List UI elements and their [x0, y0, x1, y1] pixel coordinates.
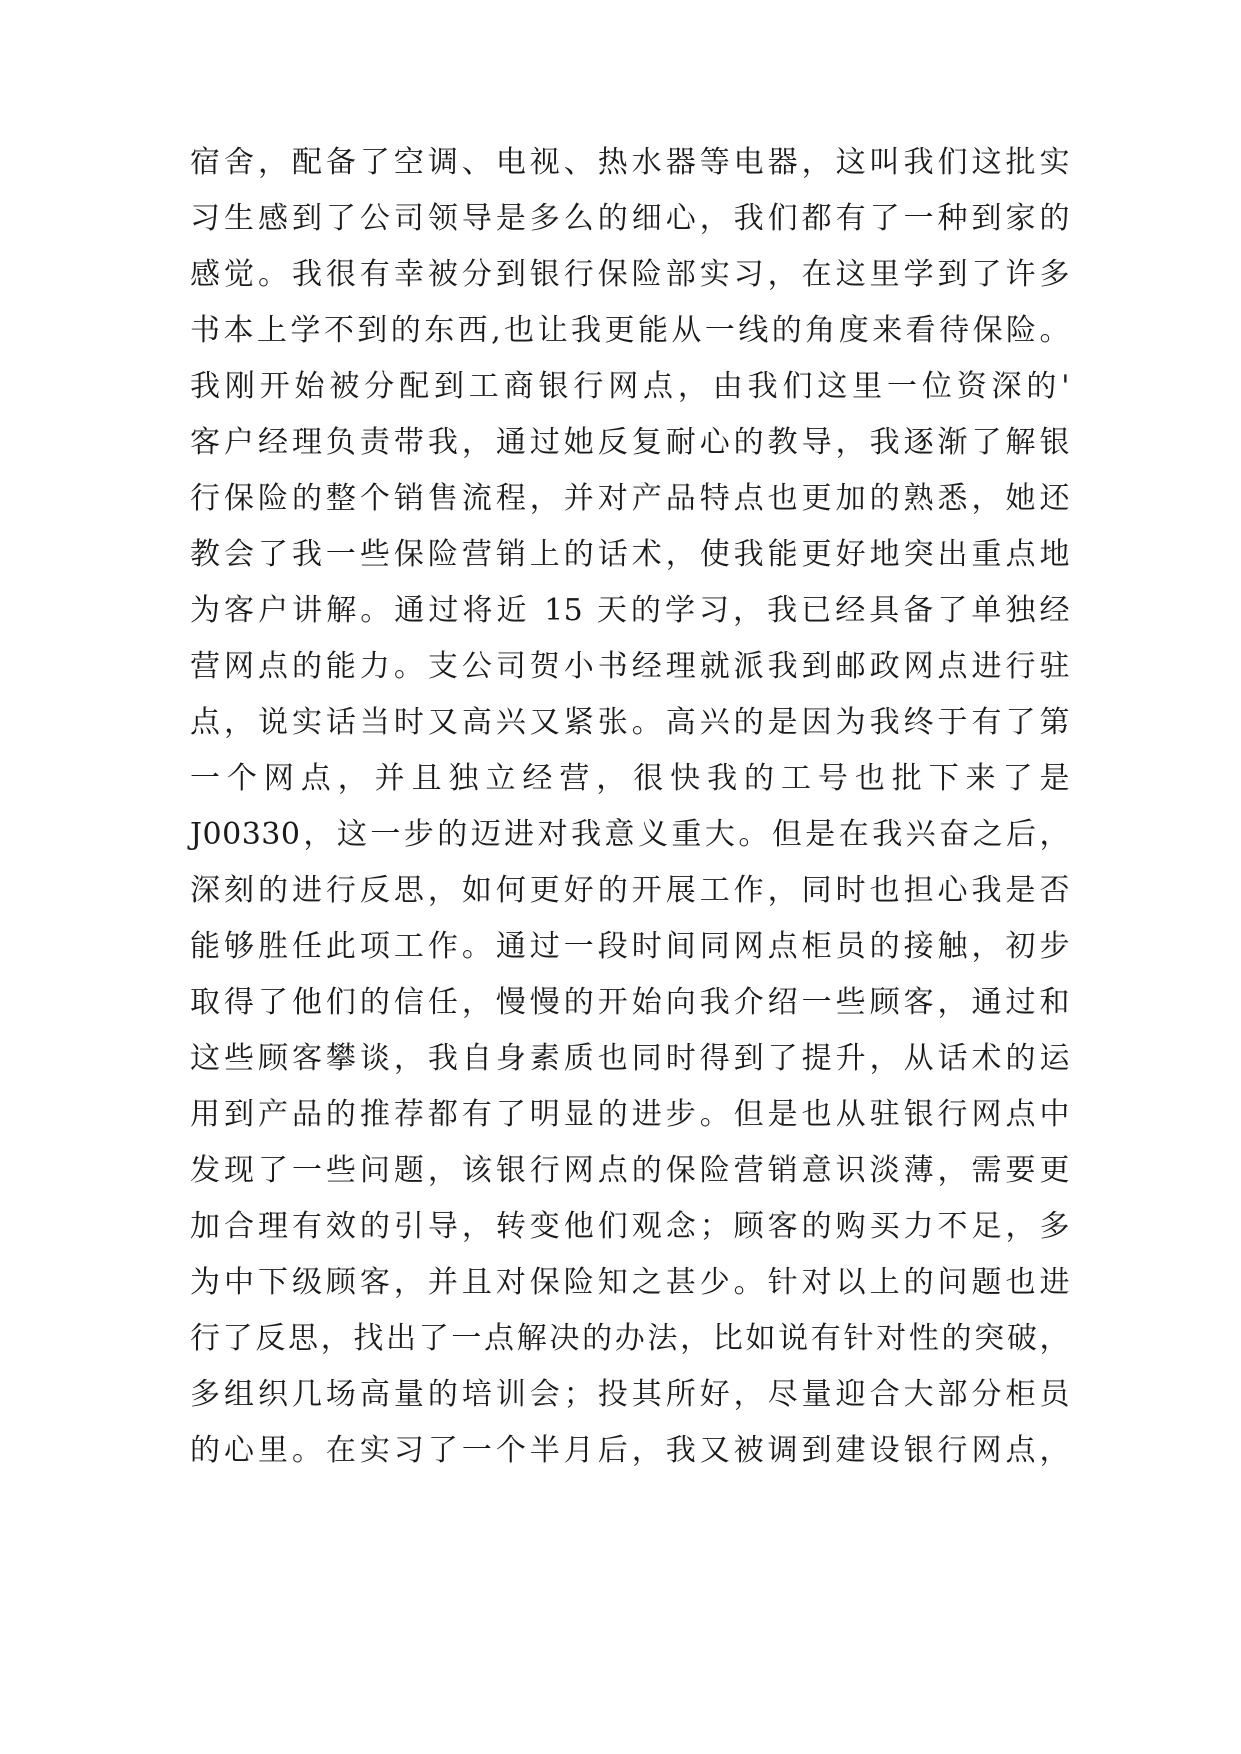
text-line-16: 取得了他们的信任，慢慢的开始向我介绍一些顾客，通过和	[190, 985, 1070, 1020]
text-line-3: 感觉。我很有幸被分到银行保险部实习，在这里学到了许多	[190, 257, 1070, 292]
text-line-18: 用到产品的推荐都有了明显的进步。但是也从驻银行网点中	[190, 1097, 1070, 1132]
text-line-4: 书本上学不到的东西,也让我更能从一线的角度来看待保险。	[190, 313, 1070, 348]
text-line-8: 教会了我一些保险营销上的话术，使我能更好地突出重点地	[190, 537, 1070, 572]
text-line-13: J00330，这一步的迈进对我意义重大。但是在我兴奋之后，	[190, 817, 1070, 852]
text-line-17: 这些顾客攀谈，我自身素质也同时得到了提升，从话术的运	[190, 1041, 1070, 1076]
text-line-1: 宿舍，配备了空调、电视、热水器等电器，这叫我们这批实	[190, 145, 1070, 180]
text-line-9: 为客户讲解。通过将近 15 天的学习，我已经具备了单独经	[190, 593, 1070, 628]
text-line-14: 深刻的进行反思，如何更好的开展工作，同时也担心我是否	[190, 873, 1070, 908]
text-line-15: 能够胜任此项工作。通过一段时间同网点柜员的接触，初步	[190, 929, 1070, 964]
text-line-22: 行了反思，找出了一点解决的办法，比如说有针对性的突破，	[190, 1321, 1070, 1356]
text-line-20: 加合理有效的引导，转变他们观念；顾客的购买力不足，多	[190, 1209, 1070, 1244]
text-line-21: 为中下级顾客，并且对保险知之甚少。针对以上的问题也进	[190, 1265, 1070, 1300]
text-line-6: 客户经理负责带我，通过她反复耐心的教导，我逐渐了解银	[190, 425, 1070, 460]
text-line-23: 多组织几场高量的培训会；投其所好，尽量迎合大部分柜员	[190, 1377, 1070, 1412]
text-line-19: 发现了一些问题，该银行网点的保险营销意识淡薄，需要更	[190, 1153, 1070, 1188]
text-line-11: 点，说实话当时又高兴又紧张。高兴的是因为我终于有了第	[190, 705, 1070, 740]
text-line-2: 习生感到了公司领导是多么的细心，我们都有了一种到家的	[190, 201, 1070, 236]
text-line-7: 行保险的整个销售流程，并对产品特点也更加的熟悉，她还	[190, 481, 1070, 516]
text-line-12: 一个网点，并且独立经营，很快我的工号也批下来了是	[190, 761, 1070, 796]
body-text	[190, 135, 1070, 1479]
text-line-24: 的心里。在实习了一个半月后，我又被调到建设银行网点，	[190, 1433, 1070, 1468]
text-line-10: 营网点的能力。支公司贺小书经理就派我到邮政网点进行驻	[190, 649, 1070, 684]
text-line-5: 我刚开始被分配到工商银行网点，由我们这里一位资深的'	[190, 369, 1070, 404]
